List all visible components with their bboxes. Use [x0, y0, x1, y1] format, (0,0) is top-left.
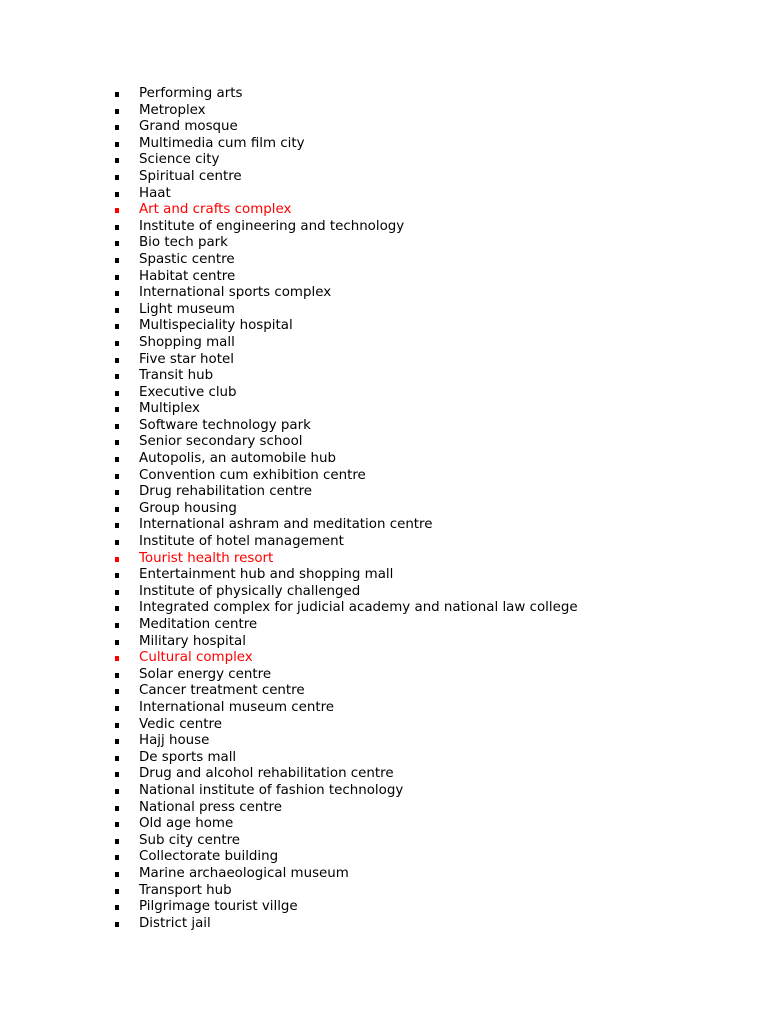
list-item-label: International ashram and meditation centre: [139, 517, 433, 533]
square-bullet-icon: [115, 590, 119, 595]
square-bullet-icon: [115, 225, 119, 230]
square-bullet-icon: [115, 192, 119, 197]
square-bullet-icon: [115, 922, 119, 927]
list-item-label: Spiritual centre: [139, 168, 242, 184]
square-bullet-icon: [115, 275, 119, 280]
square-bullet-icon: [115, 208, 119, 213]
list-item-label: Drug and alcohol rehabilitation centre: [139, 766, 394, 782]
list-item-label: Bio tech park: [139, 235, 228, 251]
list-item-label: Institute of hotel management: [139, 534, 344, 550]
list-item-label: Multimedia cum film city: [139, 135, 305, 151]
list-item-label: Institute of physically challenged: [139, 583, 361, 599]
square-bullet-icon: [115, 872, 119, 877]
list-item-label: National institute of fashion technology: [139, 782, 404, 798]
list-item-label: Light museum: [139, 301, 235, 317]
square-bullet-icon: [115, 822, 119, 827]
list-item-label: Meditation centre: [139, 617, 258, 632]
square-bullet-icon: [115, 889, 119, 894]
list-item-label: Performing arts: [139, 86, 243, 101]
square-bullet-icon: [115, 391, 119, 396]
square-bullet-icon: [115, 855, 119, 860]
square-bullet-icon: [115, 158, 119, 163]
square-bullet-icon: [115, 457, 119, 462]
list-item-label: Pilgrimage tourist villge: [139, 899, 298, 915]
list-item-label: National press centre: [139, 799, 283, 815]
square-bullet-icon: [115, 125, 119, 130]
square-bullet-icon: [115, 723, 119, 728]
square-bullet-icon: [115, 772, 119, 777]
square-bullet-icon: [115, 706, 119, 711]
square-bullet-icon: [115, 440, 119, 445]
square-bullet-icon: [115, 756, 119, 761]
list-item-label: Autopolis, an automobile hub: [139, 451, 336, 467]
list-item-label: Entertainment hub and shopping mall: [139, 567, 394, 583]
square-bullet-icon: [115, 689, 119, 694]
square-bullet-icon: [115, 374, 119, 379]
list-item-label: Old age home: [139, 816, 234, 832]
square-bullet-icon: [115, 358, 119, 363]
square-bullet-icon: [115, 905, 119, 910]
list-item-label: Shopping mall: [139, 334, 235, 350]
square-bullet-icon: [115, 308, 119, 313]
square-bullet-icon: [115, 324, 119, 329]
list-item-label: Collectorate building: [139, 849, 279, 865]
square-bullet-icon: [115, 673, 119, 678]
square-bullet-icon: [115, 573, 119, 578]
square-bullet-icon: [115, 407, 119, 412]
list-item-label: Art and crafts complex: [139, 202, 292, 218]
list-item-label: Tourist health resort: [139, 550, 274, 566]
list-item-label: Metroplex: [139, 102, 206, 118]
square-bullet-icon: [115, 557, 119, 562]
list-item-label: Sub city centre: [139, 832, 241, 848]
square-bullet-icon: [115, 656, 119, 661]
list-item-label: International sports complex: [139, 285, 332, 301]
list-item-label: Haat: [139, 185, 171, 201]
list-item-label: Marine archaeological museum: [139, 865, 349, 881]
square-bullet-icon: [115, 424, 119, 429]
square-bullet-icon: [115, 92, 119, 97]
square-bullet-icon: [115, 291, 119, 296]
list-item-label: Spastic centre: [139, 251, 235, 267]
list-item-label: Group housing: [139, 500, 237, 516]
list-item-label: Science city: [139, 152, 220, 168]
list-item-label: Drug rehabilitation centre: [139, 484, 313, 500]
square-bullet-icon: [115, 241, 119, 246]
list-item-label: Software technology park: [139, 417, 311, 433]
list-item-label: Integrated complex for judicial academy and national law college: [139, 600, 578, 616]
list-item-label: International museum centre: [139, 699, 335, 715]
square-bullet-icon: [115, 175, 119, 180]
square-bullet-icon: [115, 258, 119, 263]
list-item-label: Executive club: [139, 384, 237, 400]
square-bullet-icon: [115, 839, 119, 844]
list-item-label: Vedic centre: [139, 716, 222, 732]
list-item-label: De sports mall: [139, 749, 237, 765]
square-bullet-icon: [115, 474, 119, 479]
square-bullet-icon: [115, 640, 119, 645]
square-bullet-icon: [115, 523, 119, 528]
list-item-label: Institute of engineering and technology: [139, 218, 405, 234]
square-bullet-icon: [115, 540, 119, 545]
square-bullet-icon: [115, 490, 119, 495]
list-item-label: Military hospital: [139, 633, 246, 649]
list-item-label: Habitat centre: [139, 268, 236, 284]
square-bullet-icon: [115, 341, 119, 346]
square-bullet-icon: [115, 507, 119, 512]
list-item-label: Multispeciality hospital: [139, 318, 293, 334]
list-item-label: Solar energy centre: [139, 666, 272, 682]
square-bullet-icon: [115, 739, 119, 744]
square-bullet-icon: [115, 606, 119, 611]
list-item-label: Cancer treatment centre: [139, 683, 305, 699]
square-bullet-icon: [115, 789, 119, 794]
list-item-label: District jail: [139, 915, 211, 931]
list-item-label: Cultural complex: [139, 650, 253, 666]
square-bullet-icon: [115, 109, 119, 114]
list-item-label: Convention cum exhibition centre: [139, 467, 366, 483]
list-item-label: Multiplex: [139, 401, 200, 417]
list-item-label: Hajj house: [139, 733, 210, 749]
square-bullet-icon: [115, 806, 119, 811]
square-bullet-icon: [115, 142, 119, 147]
list-item-label: Transit hub: [139, 368, 214, 384]
list-item-label: Senior secondary school: [139, 434, 303, 450]
square-bullet-icon: [115, 623, 119, 628]
list-item-label: Grand mosque: [139, 119, 238, 135]
list-item-label: Transport hub: [139, 882, 232, 898]
list-item-label: Five star hotel: [139, 351, 234, 367]
